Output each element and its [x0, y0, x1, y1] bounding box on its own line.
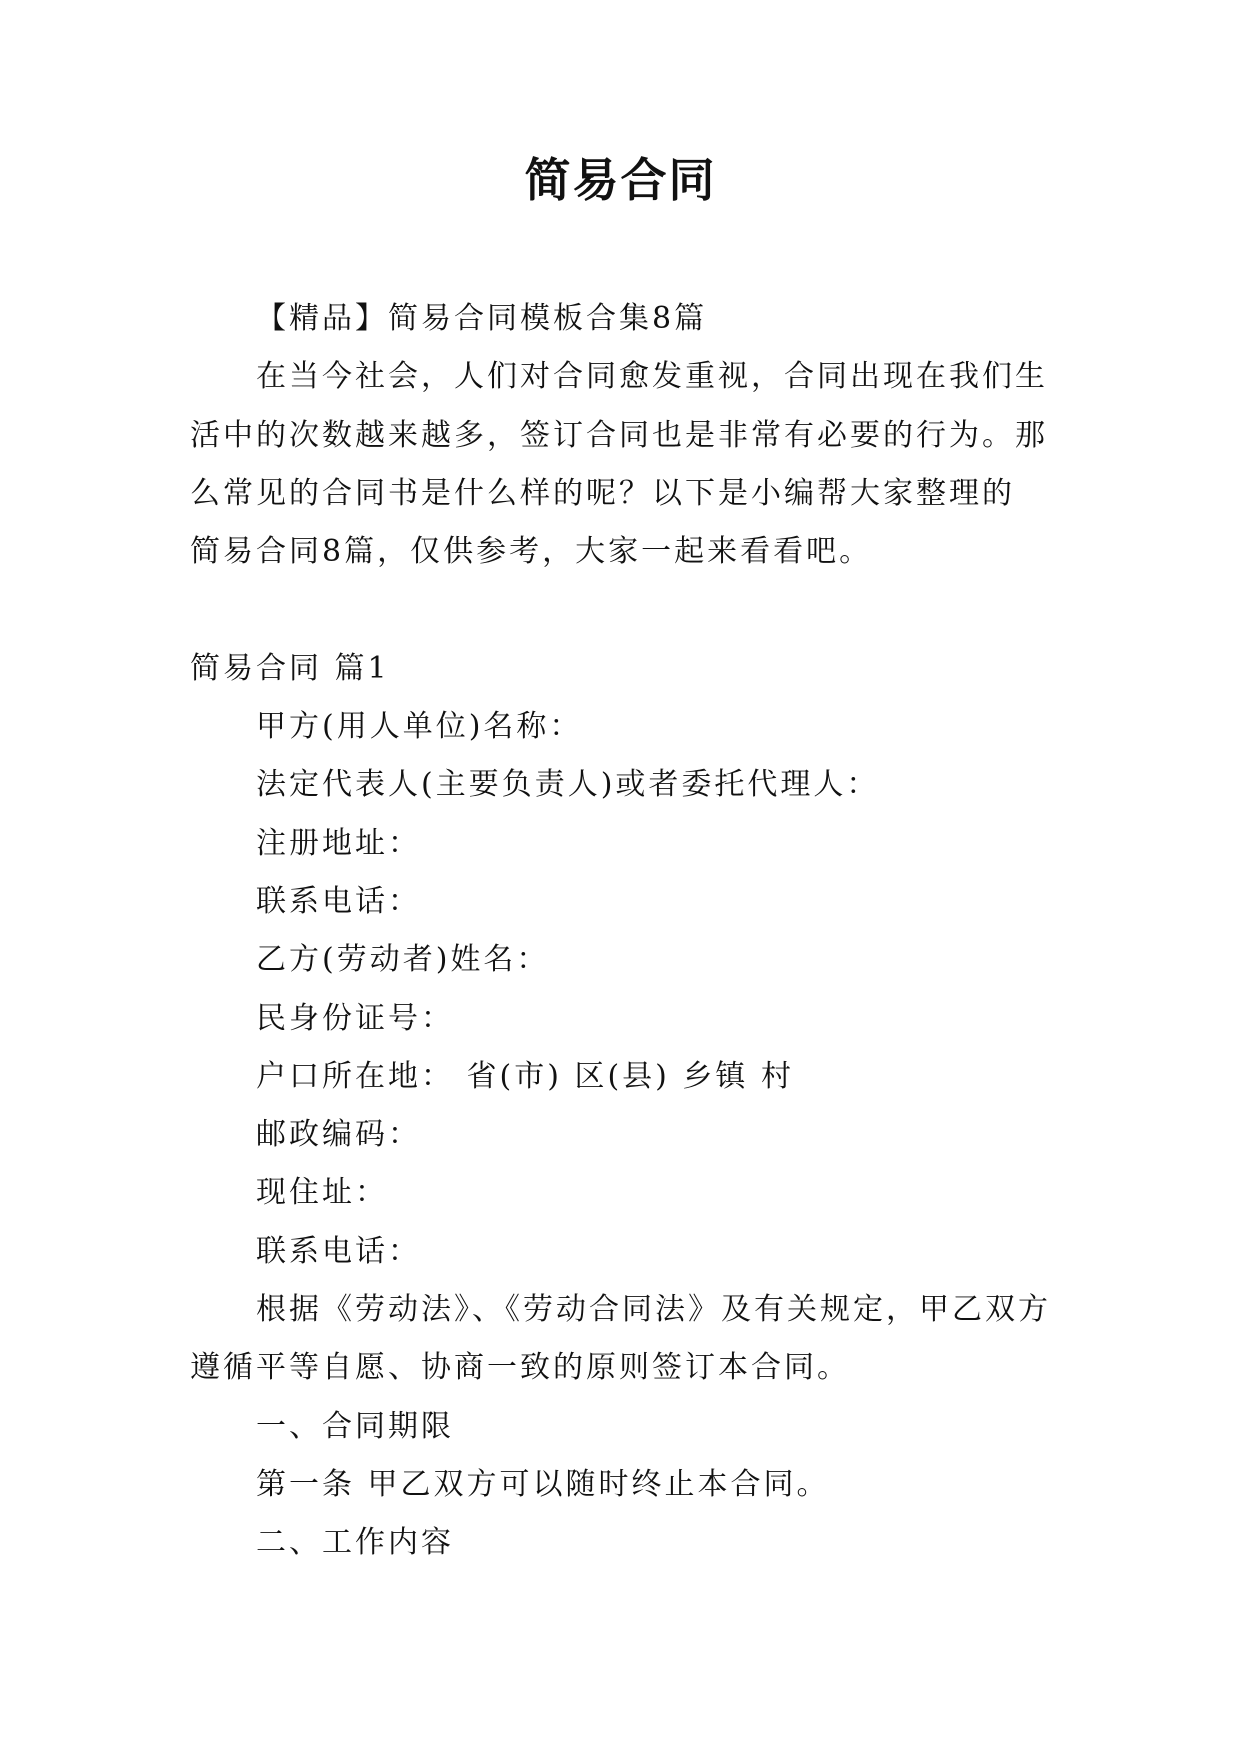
- clause-heading-work: 二、工作内容: [256, 1525, 454, 1561]
- clause-heading-term: 一、合同期限: [256, 1408, 454, 1444]
- clause-article-one: 第一条 甲乙双方可以随时终止本合同。: [256, 1466, 830, 1502]
- section-heading: 简易合同 篇1: [190, 650, 390, 686]
- basis-line: 遵循平等自愿、协商一致的原则签订本合同。: [190, 1350, 850, 1386]
- field-current-address: 现住址：: [256, 1175, 388, 1211]
- paragraph-gap: [190, 581, 1060, 639]
- document-title: 简易合同: [524, 153, 717, 207]
- subtitle: 【精品】简易合同模板合集8篇: [256, 301, 708, 336]
- field-party-a-name: 甲方(用人单位)名称：: [256, 709, 583, 745]
- field-household-registration: 户口所在地： 省(市) 区(县) 乡镇 村: [256, 1058, 794, 1094]
- intro-line: 简易合同8篇，仅供参考，大家一起来看看吧。: [190, 534, 873, 570]
- field-party-a-phone: 联系电话：: [256, 883, 421, 919]
- field-legal-representative: 法定代表人(主要负责人)或者委托代理人：: [256, 767, 880, 803]
- field-registered-address: 注册地址：: [256, 825, 421, 861]
- basis-line: 根据《劳动法》、《劳动合同法》及有关规定，甲乙双方: [256, 1292, 1051, 1328]
- field-id-number: 民身份证号：: [256, 1000, 454, 1036]
- intro-line: 么常见的合同书是什么样的呢？以下是小编帮大家整理的: [190, 475, 1015, 511]
- field-party-b-phone: 联系电话：: [256, 1233, 421, 1269]
- field-party-b-name: 乙方(劳动者)姓名：: [256, 942, 550, 978]
- intro-line: 在当今社会，人们对合同愈发重视，合同出现在我们生: [256, 359, 1048, 395]
- field-postal-code: 邮政编码：: [256, 1117, 421, 1153]
- document-body: [190, 290, 1060, 1573]
- intro-line: 活中的次数越来越多，签订合同也是非常有必要的行为。那: [190, 417, 1048, 453]
